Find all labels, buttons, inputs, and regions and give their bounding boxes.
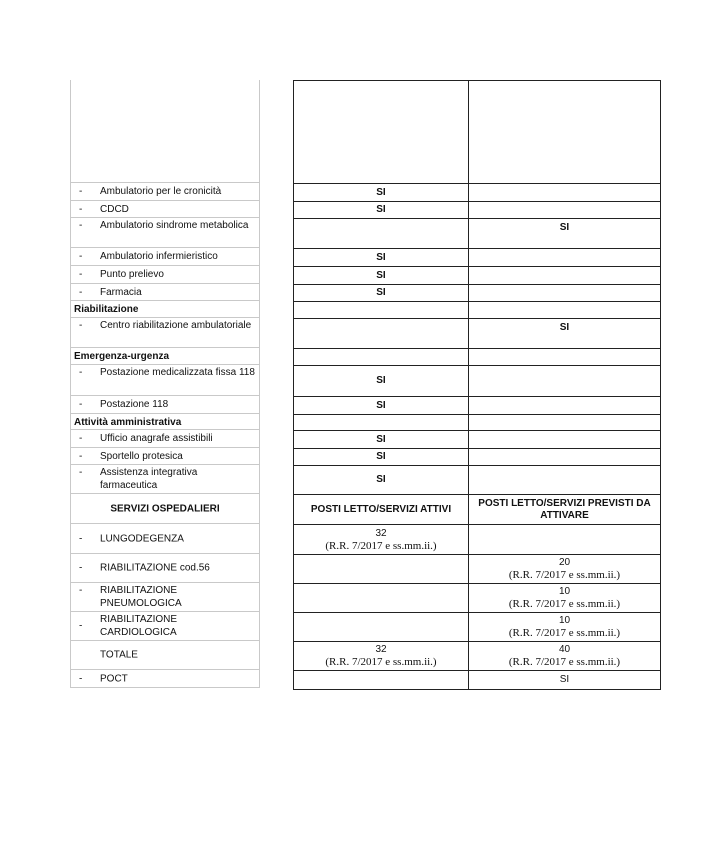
table-row: [294, 319, 660, 349]
active-cell: [294, 302, 469, 318]
section-label: Emergenza-urgenza: [74, 351, 170, 362]
active-cell: SI: [294, 466, 469, 494]
list-item: [70, 218, 260, 248]
bullet-dash: -: [79, 399, 83, 410]
item-label: Farmacia: [100, 287, 142, 298]
table-row: [294, 525, 660, 555]
active-cell: [294, 219, 469, 248]
item-label: POCT: [100, 673, 128, 684]
section-heading: [70, 301, 260, 318]
total-active-value: 32: [375, 644, 387, 655]
table-row: [294, 613, 660, 642]
active-cell: [294, 584, 469, 612]
list-item: [70, 284, 260, 301]
table-header-row: [294, 495, 660, 525]
planned-cell: [469, 184, 660, 201]
blank-cell: [70, 80, 260, 183]
bullet-dash: -: [79, 251, 83, 262]
list-item: [70, 248, 260, 266]
planned-cell: [469, 397, 660, 414]
regulation-ref: (R.R. 7/2017 e ss.mm.ii.): [508, 598, 621, 610]
list-item: [70, 448, 260, 465]
active-cell: SI: [294, 366, 469, 396]
table-row: [294, 671, 660, 689]
active-cell: SI: [294, 267, 469, 284]
planned-header: POSTI LETTO/SERVIZI PREVISTI DA ATTIVARE: [478, 497, 651, 521]
table-row: [294, 415, 660, 431]
section-label: Attività amministrativa: [74, 417, 182, 428]
active-cell: [294, 555, 469, 583]
bullet-dash: -: [79, 220, 83, 231]
table-row: [294, 366, 660, 397]
table-row: [294, 219, 660, 249]
bullet-dash: -: [79, 533, 83, 544]
table-row: [294, 249, 660, 267]
active-cell: [294, 613, 469, 641]
list-item: [70, 396, 260, 414]
planned-cell: [469, 613, 660, 641]
regulation-ref: (R.R. 7/2017 e ss.mm.ii.): [508, 627, 621, 639]
services-label-column: [70, 80, 260, 688]
item-label: LUNGODEGENZA: [100, 533, 184, 544]
count-value: 32: [375, 527, 387, 539]
planned-cell: [469, 525, 660, 554]
active-cell: SI: [294, 397, 469, 414]
planned-cell: [469, 431, 660, 448]
bullet-dash: -: [79, 204, 83, 215]
bullet-dash: -: [79, 673, 83, 684]
item-label: Sportello protesica: [100, 451, 183, 462]
active-cell: [294, 525, 469, 554]
count-value: 10: [558, 615, 571, 626]
active-header: POSTI LETTO/SERVIZI ATTIVI: [294, 495, 469, 524]
active-cell: SI: [294, 249, 469, 266]
hospital-services-header: SERVIZI OSPEDALIERI: [110, 503, 220, 514]
regulation-ref: (R.R. 7/2017 e ss.mm.ii.): [508, 569, 621, 581]
bullet-dash: -: [79, 269, 83, 280]
table-row: [294, 584, 660, 613]
total-planned-value: 40: [558, 644, 571, 655]
regulation-ref: (R.R. 7/2017 e ss.mm.ii.): [325, 539, 437, 552]
planned-cell: [469, 202, 660, 218]
bullet-dash: -: [79, 367, 83, 378]
table-row: [294, 267, 660, 285]
table-row: [294, 555, 660, 584]
table-row: [294, 184, 660, 202]
bullet-dash: -: [79, 320, 83, 331]
count-value: 10: [558, 586, 571, 597]
planned-cell: [469, 249, 660, 266]
list-item: [70, 318, 260, 348]
bullet-dash: -: [79, 585, 83, 596]
table-row: [294, 349, 660, 366]
item-label: RIABILITAZIONE PNEUMOLOGICA: [100, 585, 182, 609]
total-label: TOTALE: [100, 649, 138, 661]
active-cell: [294, 319, 469, 348]
planned-cell: [469, 449, 660, 465]
planned-cell: [469, 555, 660, 583]
table-row: [294, 81, 660, 184]
active-cell: [294, 349, 469, 365]
table-row: [294, 466, 660, 495]
planned-cell: [469, 584, 660, 612]
table-row: [294, 285, 660, 302]
item-label: CDCD: [100, 204, 129, 215]
list-item: [70, 612, 260, 641]
active-total-cell: [294, 642, 469, 670]
planned-cell: [469, 285, 660, 301]
planned-cell: [469, 366, 660, 396]
list-item: [70, 365, 260, 396]
services-status-table: [293, 80, 661, 690]
list-item: [70, 670, 260, 688]
section-label: Riabilitazione: [74, 304, 139, 315]
planned-cell: [469, 267, 660, 284]
table-row: [294, 202, 660, 219]
list-item: [70, 183, 260, 201]
planned-cell: [469, 466, 660, 494]
bullet-dash: -: [79, 451, 83, 462]
active-cell: SI: [294, 184, 469, 201]
regulation-ref: (R.R. 7/2017 e ss.mm.ii.): [325, 656, 437, 668]
planned-cell: [469, 81, 660, 183]
item-label: Ambulatorio per le cronicità: [100, 186, 222, 197]
list-item: [70, 201, 260, 218]
list-item: [70, 524, 260, 554]
bullet-dash: -: [79, 433, 83, 444]
bullet-dash: -: [79, 620, 83, 632]
active-cell: SI: [294, 285, 469, 301]
planned-total-cell: [469, 642, 660, 670]
list-item: [70, 583, 260, 612]
planned-cell: SI: [559, 322, 570, 333]
active-cell: [294, 415, 469, 430]
active-cell: [294, 671, 469, 689]
table-row: [294, 449, 660, 466]
table-row: [294, 431, 660, 449]
active-cell: SI: [294, 202, 469, 218]
item-label: Punto prelievo: [100, 269, 164, 280]
count-value: 20: [558, 557, 571, 568]
item-label: Ufficio anagrafe assistibili: [100, 433, 213, 444]
item-label: Ambulatorio infermieristico: [100, 251, 218, 262]
bullet-dash: -: [79, 467, 83, 478]
item-label: Postazione medicalizzata fissa 118: [100, 367, 255, 378]
item-label: Assistenza integrativa farmaceutica: [100, 467, 198, 491]
active-cell: SI: [294, 431, 469, 448]
list-item: [70, 430, 260, 448]
item-label: Ambulatorio sindrome metabolica: [100, 220, 249, 231]
item-label: Postazione 118: [100, 399, 169, 410]
planned-cell: [469, 415, 660, 430]
section-header-cell: [70, 494, 260, 524]
planned-cell: [469, 349, 660, 365]
list-item: [70, 554, 260, 583]
section-heading: [70, 348, 260, 365]
total-row: [294, 642, 660, 671]
active-cell: [294, 81, 469, 183]
bullet-dash: -: [79, 186, 83, 197]
list-item: [70, 266, 260, 284]
planned-cell: [469, 302, 660, 318]
planned-cell: SI: [559, 674, 570, 685]
item-label: RIABILITAZIONE CARDIOLOGICA: [100, 614, 178, 638]
table-row: [294, 302, 660, 319]
section-heading: [70, 414, 260, 430]
regulation-ref: (R.R. 7/2017 e ss.mm.ii.): [508, 656, 621, 668]
planned-cell: SI: [559, 222, 570, 233]
total-row-label: [70, 641, 260, 670]
active-cell: SI: [294, 449, 469, 465]
bullet-dash: -: [79, 562, 83, 574]
bullet-dash: -: [79, 287, 83, 298]
list-item: [70, 465, 260, 494]
table-row: [294, 397, 660, 415]
item-label: RIABILITAZIONE cod.56: [100, 562, 210, 574]
item-label: Centro riabilitazione ambulatoriale: [100, 320, 252, 331]
